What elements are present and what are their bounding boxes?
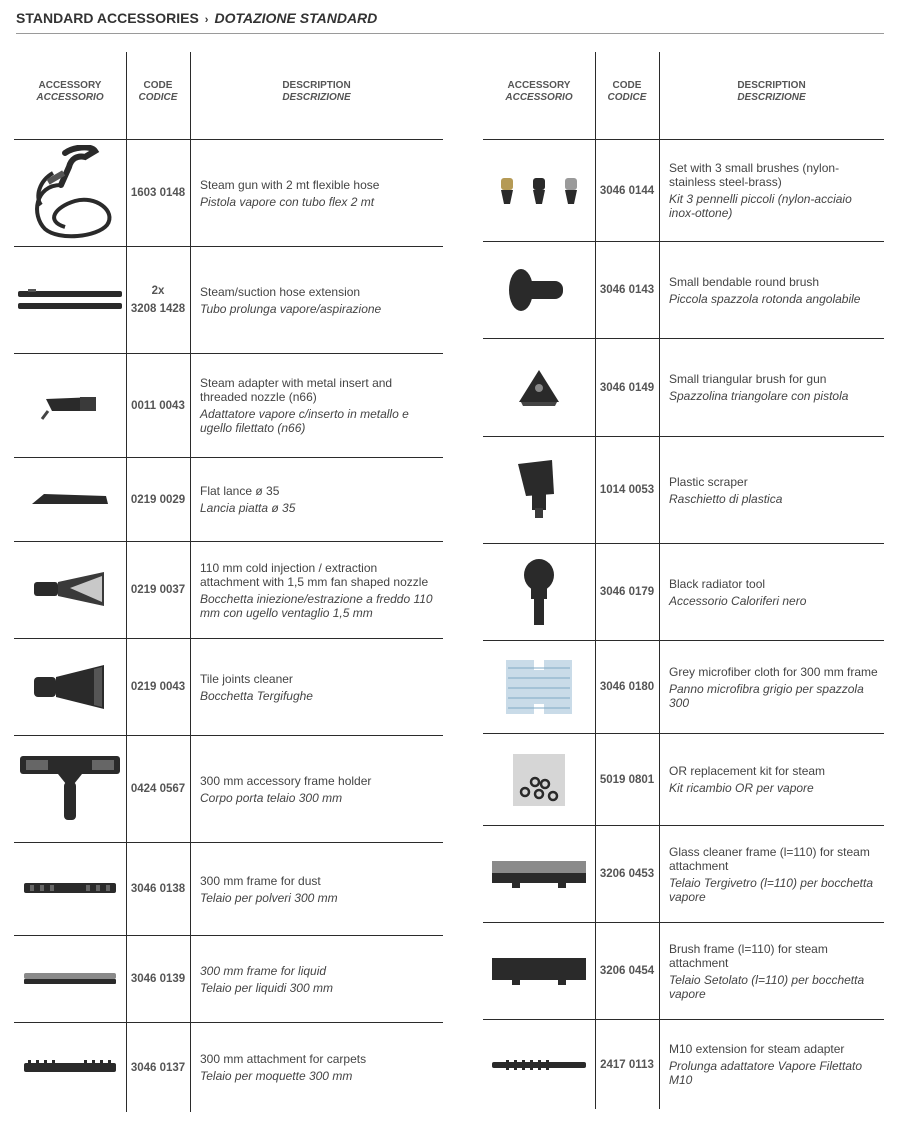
steam-gun-hose-icon [14,140,126,246]
item-code: 3046 0138 [130,883,186,895]
tile-joints-cleaner-icon [14,639,126,735]
item-code: 0219 0037 [130,584,186,596]
plastic-scraper-icon [483,437,595,543]
header-description: DESCRIPTION DESCRIZIONE [737,80,806,103]
dust-frame-icon [14,843,126,935]
header-code: CODE CODICE [138,80,178,103]
table-row [14,639,443,736]
header-accessory: ACCESSORY ACCESSORIO [505,80,573,103]
item-code: 3046 0143 [599,284,655,296]
item-code: 1603 0148 [130,187,186,199]
table-row [483,1020,884,1109]
item-code: 1014 0053 [599,484,655,496]
carpet-frame-icon [14,1023,126,1112]
table-row [483,437,884,544]
radiator-tool-icon [483,544,595,640]
item-description: Brush frame (l=110) for steam attachment Telaio Setolato (l=110) per bocchetta vapore [669,941,865,1001]
table-row [483,339,884,437]
triangular-brush-icon [483,339,595,436]
item-code: 3046 0139 [130,973,186,985]
round-brush-icon [483,242,595,338]
table-row [483,242,884,339]
accessories-table-left [14,52,443,1112]
header-code: CODE CODICE [607,80,647,103]
item-description: Small bendable round brush Piccola spazzola rotonda angolabile [669,274,861,306]
item-description: 300 mm accessory frame holder Corpo porta telaio 300 mm [200,773,372,805]
table-row [14,843,443,936]
or-kit-icon [483,734,595,825]
item-description: Plastic scraper Raschietto di plastica [669,474,783,506]
item-description: Steam adapter with metal insert and threaded nozzle (n66) Adattatore vapore c/inserto in metallo e ugello filettato (n66) [200,376,409,435]
table-row [14,936,443,1023]
table-row [483,140,884,242]
microfiber-cloth-icon [483,641,595,733]
page-title-en: STANDARD ACCESSORIES [16,10,199,26]
item-description: Small triangular brush for gun Spazzolina triangolare con pistola [669,372,849,403]
item-code: 0424 0567 [130,783,186,795]
item-code: 0219 0043 [130,681,186,693]
table-row [14,247,443,354]
item-code: 3046 0144 [599,184,655,197]
table-header-row [483,52,884,140]
item-code: 3046 0149 [599,381,655,394]
item-description: Flat lance ø 35 Lancia piatta ø 35 [200,484,296,515]
table-row [14,354,443,458]
header-description: DESCRIPTION DESCRIZIONE [282,80,351,103]
flat-lance-icon [14,458,126,541]
item-description: 300 mm frame for dust Telaio per polveri 300 mm [200,873,338,905]
page-header [16,10,377,26]
item-description: Steam/suction hose extension Tubo prolunga vapore/aspirazione [200,284,382,316]
item-description: 300 mm attachment for carpets Telaio per moquette 300 mm [200,1052,367,1083]
brush-frame-icon [483,923,595,1019]
table-row [483,641,884,734]
item-description: 300 mm frame for liquid Telaio per liquidi 300 mm [200,963,333,995]
header-accessory: ACCESSORY ACCESSORIO [36,80,104,103]
table-header-row [14,52,443,140]
item-code: 3046 0180 [599,681,655,693]
item-code: 2417 0113 [600,1058,654,1071]
table-row [14,458,443,542]
table-row [14,542,443,639]
item-code: 3206 0454 [599,965,655,977]
page-title-it: DOTAZIONE STANDARD [214,10,378,26]
item-description: Glass cleaner frame (l=110) for steam attachment Telaio Tergivetro (l=110) per bocchetta vapore [669,844,874,904]
table-row [14,736,443,843]
accessories-table-right [483,52,884,1109]
item-description: Tile joints cleaner Bocchetta Tergifughe [200,671,313,703]
m10-extension-icon [483,1020,595,1109]
item-code: 3046 0137 [130,1061,186,1074]
table-row [483,544,884,641]
item-description: OR replacement kit for steam Kit ricambio OR per vapore [669,764,826,795]
item-code: 2x 3208 1428 [130,285,186,315]
table-row [14,140,443,247]
table-row [483,923,884,1020]
item-description: Grey microfiber cloth for 300 mm frame Panno microfibra grigio per spazzola 300 [669,664,878,710]
small-brushes-icon [483,140,595,241]
item-code: 3046 0179 [599,586,655,598]
table-row [483,826,884,923]
item-description: Steam gun with 2 mt flexible hose Pistola vapore con tubo flex 2 mt [200,177,380,209]
item-code: 0011 0043 [131,399,185,412]
table-row [14,1023,443,1112]
liquid-frame-icon [14,936,126,1022]
glass-cleaner-frame-icon [483,826,595,922]
header-divider [16,33,884,34]
item-code: 3206 0453 [599,868,655,880]
item-code: 0219 0029 [130,493,186,506]
item-description: M10 extension for steam adapter Prolunga adattatore Vapore Filettato M10 [669,1042,863,1087]
hose-extension-icon [14,247,126,353]
item-description: Set with 3 small brushes (nylon-stainless steel-brass) Kit 3 pennelli piccoli (nylon-acciaio inox-ottone) [669,161,852,220]
frame-holder-icon [14,736,126,842]
item-code: 5019 0801 [599,773,655,786]
table-row [483,734,884,826]
injection-nozzle-icon [14,542,126,638]
steam-adapter-icon [14,354,126,457]
title-separator: › [204,14,209,26]
item-description: 110 mm cold injection / extraction attachment with 1,5 mm fan shaped nozzle Bocchetta iniezione/estrazione a freddo 110 mm con ugello ventaglio 1,5 mm [200,560,433,620]
item-description: Black radiator tool Accessorio Caloriferi nero [669,576,807,608]
